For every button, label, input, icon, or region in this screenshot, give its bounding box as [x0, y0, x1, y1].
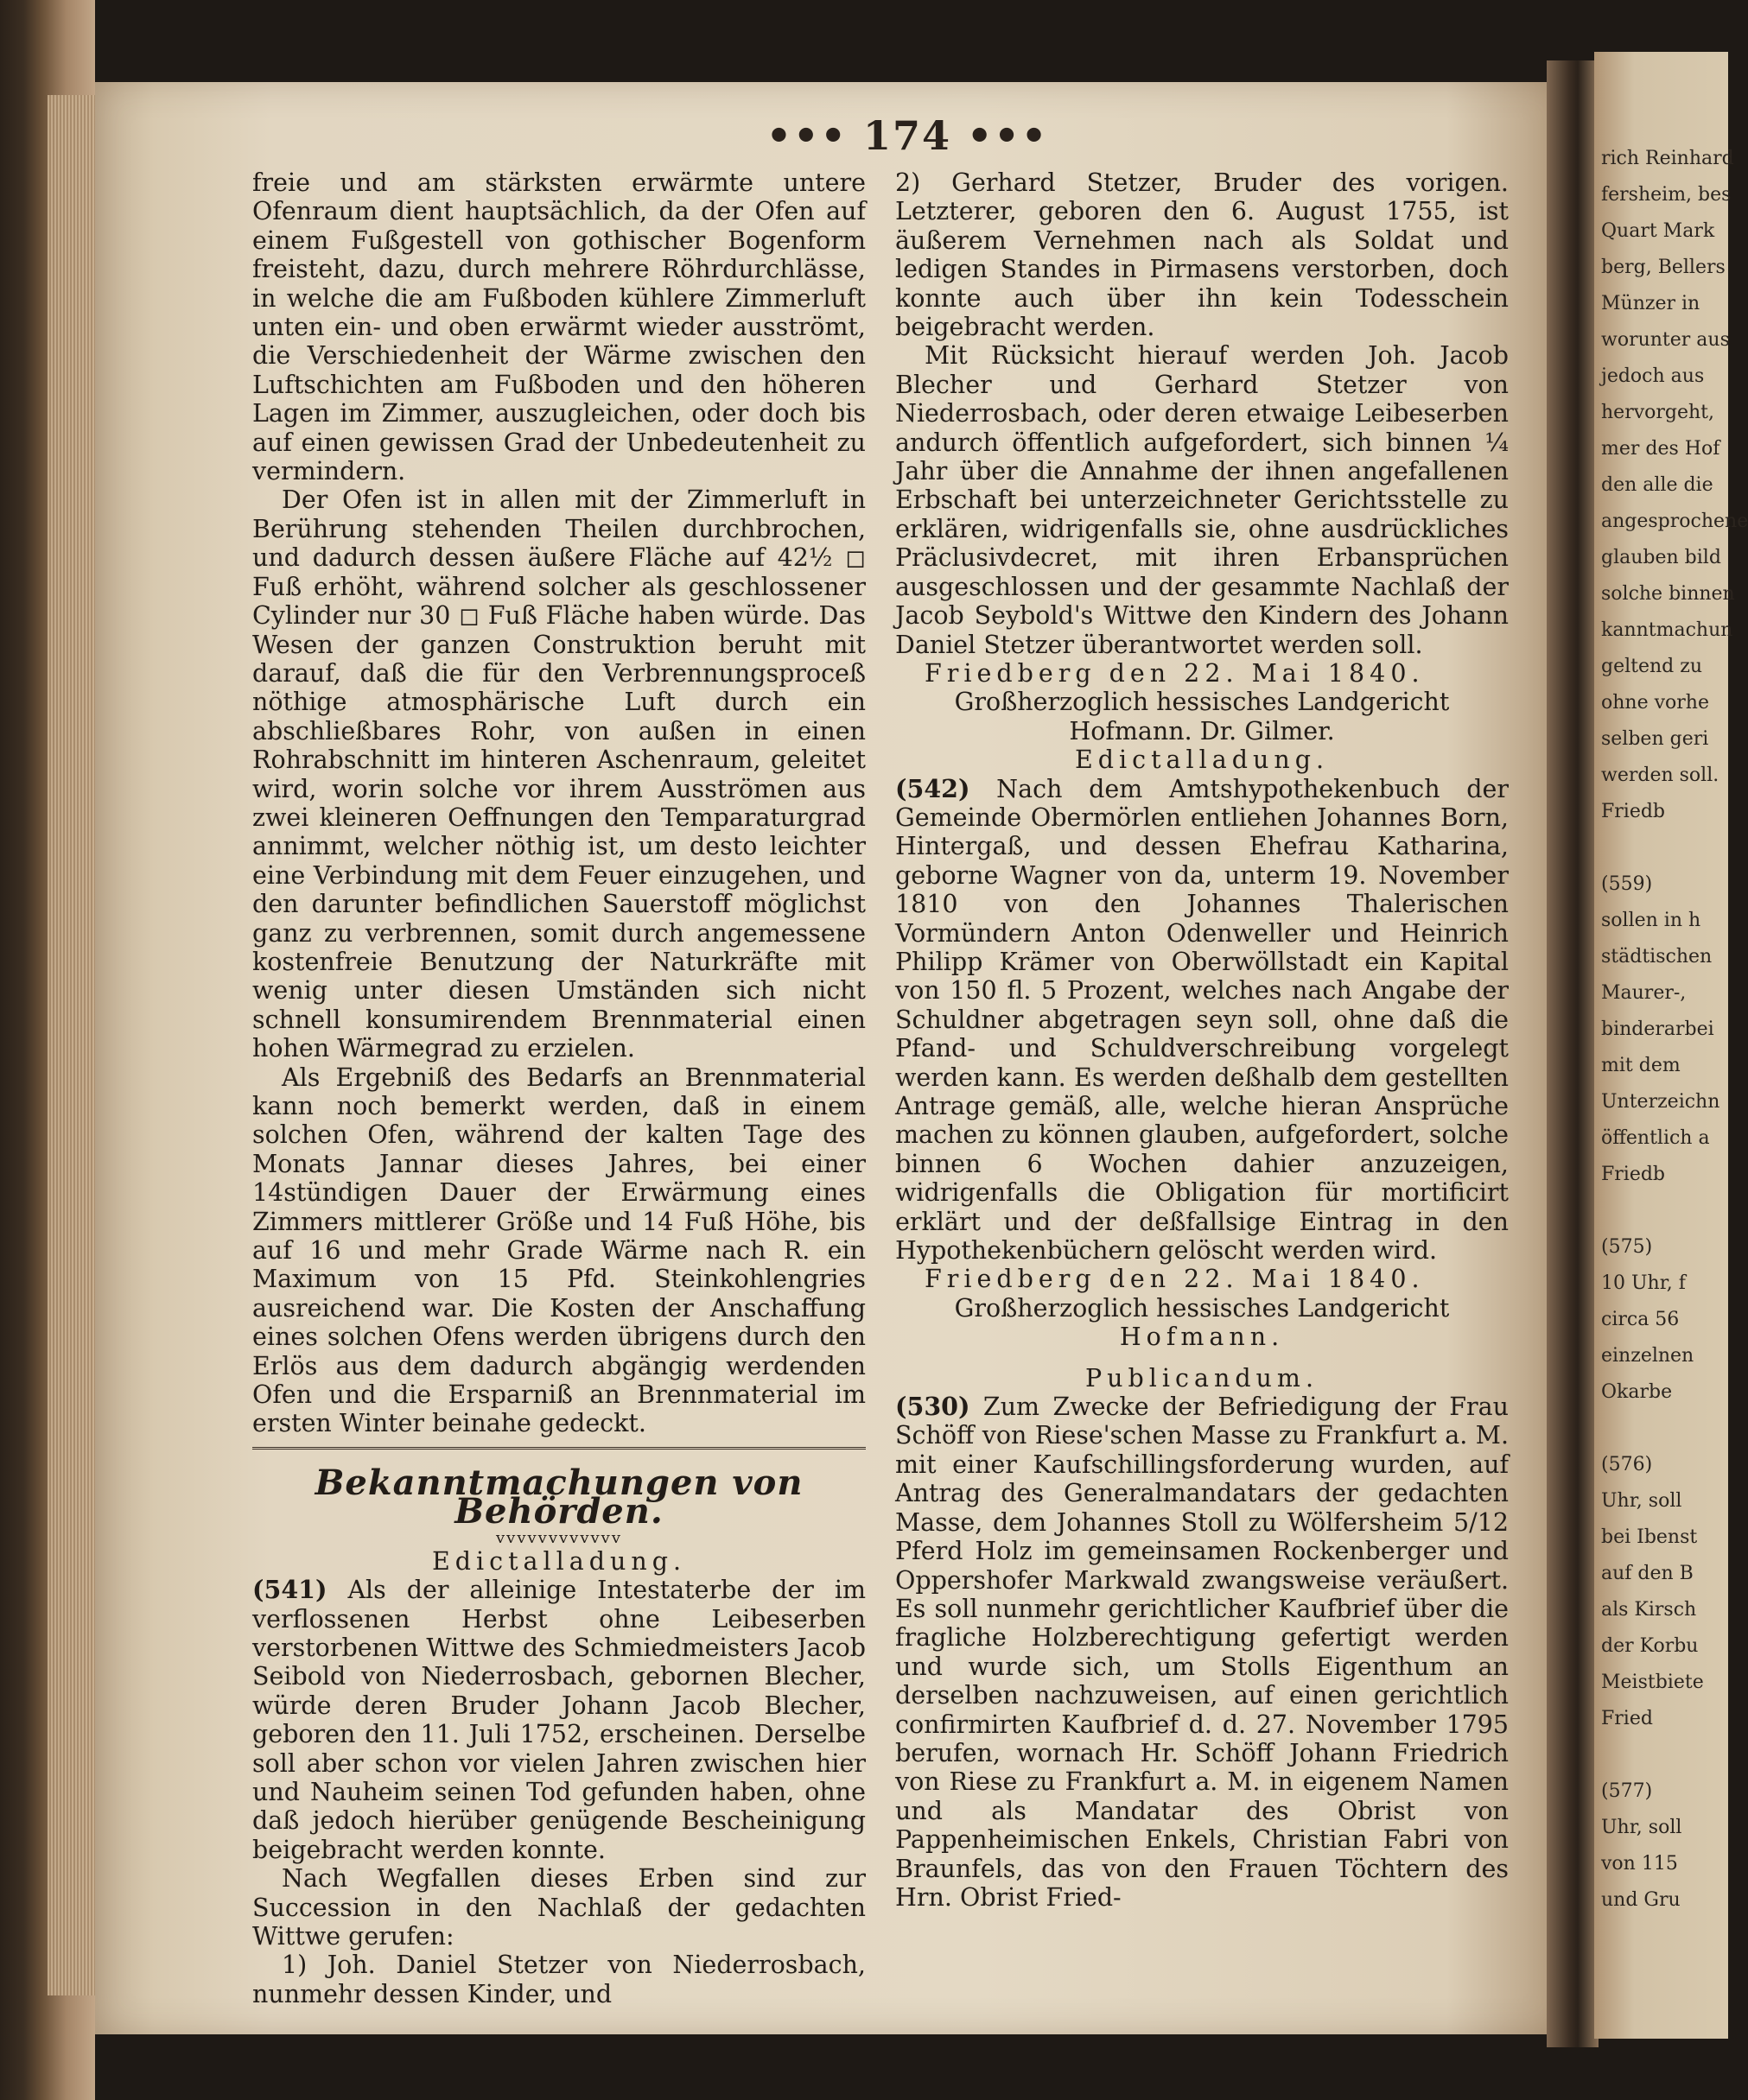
adjacent-page-line: Okarbe [1601, 1381, 1673, 1403]
adjacent-page-line: städtischen [1601, 946, 1713, 968]
adjacent-page-line: Friedb [1601, 1164, 1666, 1185]
adjacent-page-line: fersheim, bes [1601, 184, 1732, 206]
adjacent-page-line: einzelnen [1601, 1345, 1694, 1367]
notice-heading: Edictalladung. [1074, 745, 1330, 775]
adjacent-page-line: Friedb [1601, 801, 1666, 822]
adjacent-page-line: Maurer-, [1601, 982, 1687, 1004]
section-divider [252, 1447, 866, 1450]
notice-heading: Publicandum. [1085, 1363, 1319, 1393]
left-column [252, 168, 866, 2008]
paragraph: Der Ofen ist in allen mit der Zimmerluft in Berührung stehenden Theilen durchbrochen, und dadurch dessen äußere Fläche auf 42½ ◻ Fuß erhöht, während solcher als geschlossener Cylinder nur 30 ◻ Fuß Fläche haben würde. Das Wesen der ganzen Construktion beruht mit darauf, daß die für den Verbrennungsproceß nöthige atmosphärische Luft durch ein abschließbares Rohr, von außen in einen Rohrabschnitt im hinteren Aschenraum, geleitet wird, worin solche vor ihrem Ausströmen aus zwei kleineren Oeffnungen den Temparaturgrad annimmt, welcher nöthig ist, um desto leichter eine Verbindung mit dem Feuer einzugehen, und den darunter befindlichen Sauerstoff möglichst ganz zu verbrennen, somit durch angemessene kostenfreie Benutzung der Naturkräfte mit wenig unter diesen Umständen sich nicht schnell konsumirendem Brennmaterial einen hohen Wärmegrad zu erzielen. [252, 485, 866, 1063]
adjacent-page-line: mer des Hof [1601, 438, 1720, 460]
adjacent-page-line: auf den B [1601, 1563, 1694, 1584]
list-item: 2) Gerhard Stetzer, Bruder des vorigen. Letzterer, geboren den 6. August 1755, ist äußerem Vernehmen nach als Soldat und ledigen Standes in Pirmasens verstorben, doch konnte auch über ihn kein Todesschein beigebracht werden. [895, 168, 1509, 342]
adjacent-page-line: Uhr, soll [1601, 1817, 1682, 1838]
adjacent-page-line: als Kirsch [1601, 1599, 1697, 1621]
right-column [895, 168, 1509, 1912]
court-name: Großherzoglich hessisches Landgericht [954, 1293, 1450, 1323]
list-item: 1) Joh. Daniel Stetzer von Niederrosbach, nunmehr dessen Kinder, und [252, 1951, 866, 2008]
adjacent-page-line: sollen in h [1601, 910, 1701, 931]
book-gutter [1547, 60, 1599, 2047]
ornament-right-icon: ••• [967, 112, 1049, 159]
adjacent-page-line: 10 Uhr, f [1601, 1272, 1686, 1294]
adjacent-page-line: (576) [1601, 1454, 1653, 1475]
notice-number: (530) [895, 1392, 970, 1422]
adjacent-page-line: geltend zu [1601, 656, 1703, 677]
adjacent-page-line: selben geri [1601, 728, 1709, 750]
adjacent-page-line: Uhr, soll [1601, 1490, 1682, 1512]
page-number [734, 112, 1080, 159]
signatories: Hofmann. Dr. Gilmer. [1069, 716, 1335, 745]
paragraph: freie und am stärksten erwärmte untere Ofenraum dient hauptsächlich, da der Ofen auf einem Fußgestell von gothischer Bogenform freisteht, dazu, durch mehrere Röhrdurchlässe, in welche die am Fußboden kühlere Zimmerluft unten ein- und oben erwärmt wieder ausströmt, die Verschiedenheit der Wärme zwischen den Luftschichten am Fußboden und den höheren Lagen im Zimmer, auszugleichen, oder doch bis auf einen gewissen Grad der Unbedeutenheit zu vermindern. [252, 168, 866, 486]
adjacent-page-line: Meistbiete [1601, 1672, 1704, 1693]
dateline: Friedberg den 22. Mai 1840. [925, 658, 1425, 688]
adjacent-page-line: bei Ibenst [1601, 1526, 1698, 1548]
adjacent-page-line: öffentlich a [1601, 1127, 1710, 1149]
ornament-divider-icon: vvvvvvvvvvvv [495, 1528, 623, 1547]
adjacent-page-line: kanntmachun [1601, 619, 1733, 641]
adjacent-page-line: den alle die [1601, 474, 1713, 496]
notice-text: Zum Zwecke der Befriedigung der Frau Schöff von Riese'schen Masse zu Frankfurt a. M. mit einer Kaufschillingsforderung wurden, auf Antrag des Generalmandatars der gedachten Masse, dem Johannes Stoll zu Wölfersheim 5/12 Pferd Holz im gemeinsamen Rockenberger und Oppershofer Markwald zwangsweise veräußert. Es soll nunmehr gerichtlicher Kaufbrief über die fragliche Holzberechtigung gefertigt werden und wurde sich, um Stolls Eigenthum an derselben nachzuweisen, auf einen gerichtlich confirmirten Kaufbrief d. d. 27. November 1795 berufen, wornach Hr. Schöff Johann Friedrich von Riese zu Frankfurt a. M. in eigenem Namen und als Mandatar des Obrist von Pappenheimischen Enkels, Christian Fabri von Braunfels, das von den Frauen Töchtern des Hrn. Obrist Fried- [895, 1393, 1510, 1912]
adjacent-page-line: Fried [1601, 1708, 1653, 1729]
adjacent-page-line: werden soll. [1601, 765, 1719, 786]
court-name: Großherzoglich hessisches Landgericht [954, 688, 1450, 717]
adjacent-page-line: von 115 [1601, 1853, 1678, 1875]
dateline: Friedberg den 22. Mai 1840. [925, 1265, 1425, 1294]
notice-number: (542) [895, 773, 970, 803]
ornament-left-icon: ••• [766, 112, 848, 159]
page-number-value: 174 [862, 112, 952, 159]
adjacent-page-line: Unterzeichn [1601, 1091, 1720, 1113]
adjacent-page-line: (577) [1601, 1780, 1653, 1802]
section-title: Bekanntmachungen von Behörden. [315, 1462, 804, 1532]
adjacent-page-line: berg, Bellers [1601, 257, 1726, 278]
paragraph: Als Ergebniß des Bedarfs an Brennmaterial kann noch bemerkt werden, daß in einem solchen Ofen, während der kalten Tage des Monats Jannar dieses Jahres, bei einer 14stündigen Dauer der Erwärmung eines Zimmers mittlerer Größe und 14 Fuß Höhe, bis auf 16 und mehr Grade Wärme nach R. ein Maximum von 15 Pfd. Steinkohlengries ausreichend war. Die Kosten der Anschaffung eines solchen Ofens werden übrigens durch den Erlös aus dem dadurch abgängig werdenden Ofen und die Ersparniß an Brennmaterial im ersten Winter beinahe gedeckt. [252, 1063, 866, 1438]
adjacent-page-line: rich Reinhard [1601, 148, 1734, 169]
adjacent-page-line: (559) [1601, 873, 1653, 895]
adjacent-page-line: binderarbei [1601, 1018, 1714, 1040]
adjacent-page-line: hervorgeht, [1601, 402, 1715, 423]
adjacent-page [1594, 52, 1748, 2039]
adjacent-page-line: (575) [1601, 1236, 1653, 1258]
adjacent-page-line: Quart Mark [1601, 220, 1715, 242]
adjacent-page-line: jedoch aus [1601, 365, 1705, 387]
notice-text: Nach dem Amtshypothekenbuch der Gemeinde Obermörlen entliehen Johannes Born, Hintergaß, und dessen Ehefrau Katharina, geborne Wagner von da, unterm 19. November 1810 von den Johannes Thalerischen Vormündern Anton Odenweller und Heinrich Philipp Krämer von Oberwöllstadt ein Kapital von 150 fl. 5 Prozent, welches nach Angabe der Schuldner abgetragen seyn soll, ohne daß die Pfand- und Schuldverschreibung vorgelegt werden kann. Es werden deßhalb dem gestellten Antrage gemäß, alle, welche hieran Ansprüche machen zu können glauben, aufgefordert, solche binnen 6 Wochen dahier anzuzeigen, widrigenfalls die Obligation für mortificirt erklärt und der deßfallsige Eintrag in den Hypothekenbüchern gelöscht werden wird. [895, 774, 1509, 1266]
adjacent-page-line: worunter aus [1601, 329, 1730, 351]
notice-text: Als der alleinige Intestaterbe der im verflossenen Herbst ohne Leibeserben verstorbenen Wittwe des Schmiedmeisters Jacob Seibold von Niederrosbach, gebornen Blecher, würde deren Bruder Johann Jacob Blecher, geboren den 11. Juli 1752, erscheinen. Derselbe soll aber schon vor vielen Jahren zwischen hier und Nauheim seinen Tod gefunden haben, ohne daß jedoch hierüber genügende Bescheinigung beigebracht werden konnte. [252, 1576, 866, 1864]
adjacent-page-line: mit dem [1601, 1055, 1681, 1076]
adjacent-page-line: der Korbu [1601, 1635, 1699, 1657]
notice-heading: Edictalladung. [431, 1546, 687, 1576]
notice-number: (541) [252, 1575, 327, 1605]
adjacent-page-line: ohne vorhe [1601, 692, 1709, 714]
adjacent-page-line: Münzer in [1601, 293, 1700, 314]
adjacent-page-line: circa 56 [1601, 1309, 1680, 1330]
paragraph: Mit Rücksicht hierauf werden Joh. Jacob Blecher und Gerhard Stetzer von Niederrosbach, oder deren etwaige Leibeserben andurch öffentlich aufgefordert, sich binnen ¼ Jahr über die Annahme der ihnen angefallenen Erbschaft bei unterzeichneter Gerichtsstelle zu erklären, widrigenfalls sie, ohne ausdrückliches Präclusivdecret, mit ihren Erbansprüchen ausgeschlossen und der gesammte Nachlaß der Jacob Seybold's Wittwe den Kindern des Johann Daniel Stetzer überantwortet werden soll. [895, 341, 1509, 659]
adjacent-page-line: angesprochene [1601, 511, 1748, 532]
signatories: Hofmann. [1119, 1323, 1285, 1352]
adjacent-page-line: und Gru [1601, 1889, 1681, 1911]
paragraph: Nach Wegfallen dieses Erben sind zur Succession in den Nachlaß der gedachten Wittwe gerufen: [252, 1864, 866, 1951]
adjacent-page-line: glauben bild [1601, 547, 1721, 568]
adjacent-page-line: solche binnen [1601, 583, 1735, 605]
